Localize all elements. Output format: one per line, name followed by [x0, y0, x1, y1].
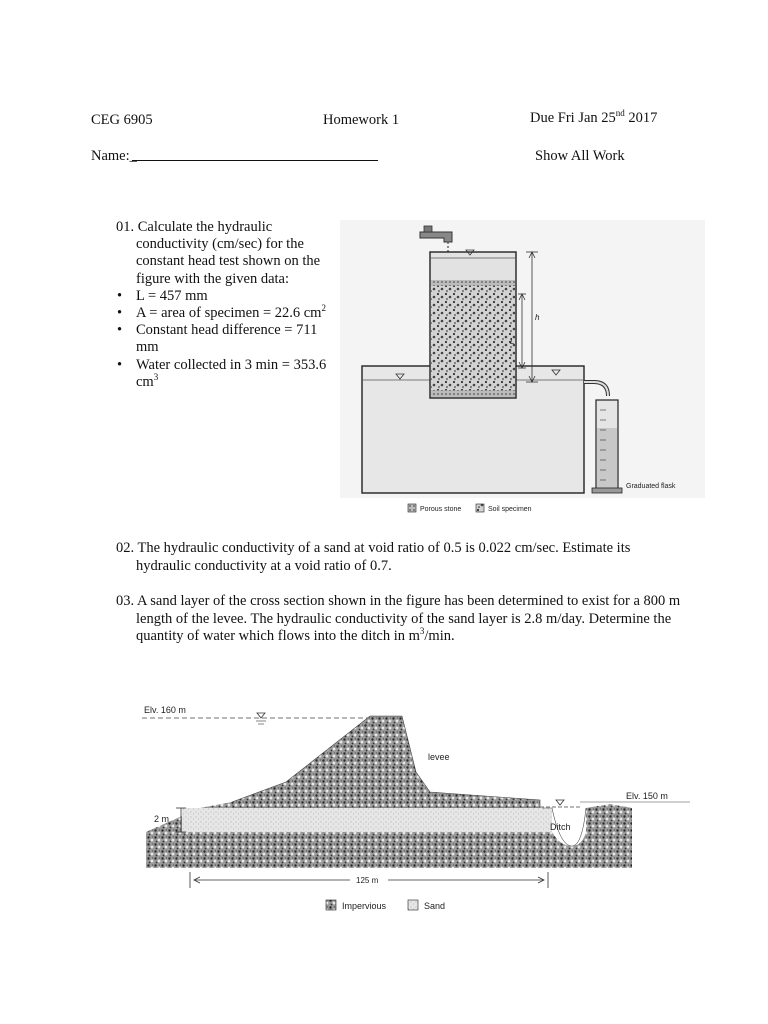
show-work-note: Show All Work	[535, 148, 625, 164]
dimension-label-h: h	[535, 313, 540, 322]
due-date-suffix: nd	[615, 108, 625, 119]
legend-sand: Sand	[424, 901, 446, 911]
ditch-label: Ditch	[550, 822, 571, 832]
length-label: 125 m	[356, 876, 379, 885]
due-date-year: 2017	[624, 110, 658, 126]
graduated-flask-label: Graduated flask	[626, 483, 676, 490]
name-underline	[132, 160, 378, 161]
question-1-data-list	[116, 288, 338, 391]
constant-head-test-figure	[340, 220, 710, 520]
course-code: CEG 6905	[91, 112, 153, 128]
question-3-unit: /min.	[424, 628, 455, 644]
soil-specimen-swatch	[476, 504, 484, 512]
due-date	[530, 110, 657, 127]
question-3-text	[116, 593, 696, 646]
superscript: 3	[419, 626, 425, 637]
list-item	[116, 305, 338, 322]
porous-stone-swatch	[408, 504, 416, 512]
homework-title: Homework 1	[323, 112, 400, 128]
list-item: • L = 457 mm	[116, 288, 338, 305]
legend-porous-stone: Porous stone	[420, 506, 462, 513]
superscript: 3	[153, 372, 159, 382]
legend-soil-specimen: Soil specimen	[488, 506, 532, 513]
impervious-swatch	[326, 900, 336, 910]
elevation-label-right: Elv. 150 m	[626, 791, 668, 801]
legend-impervious: Impervious	[342, 901, 387, 911]
dimension-label-l: L	[510, 337, 515, 346]
layer-thickness-label: 2 m	[154, 814, 170, 824]
elevation-label-left: Elv. 160 m	[144, 705, 186, 715]
sand-swatch	[408, 900, 418, 910]
list-item-text: Water collected in 3 min = 353.6 cm	[136, 356, 327, 390]
list-item: • Constant head difference = 711 mm	[116, 322, 338, 356]
question-3-body: 03. A sand layer of the cross section shown in the figure has been determined to exist for a 800 m length of the levee. The hydraulic conductivity of the sand layer is 2.8 m/day. Determine the quantity of water which flows into the ditch in m	[116, 593, 681, 644]
due-date-text: Due Fri Jan 25	[530, 110, 616, 126]
list-item-text: A = area of specimen = 22.6 cm	[136, 305, 322, 322]
question-1	[116, 219, 338, 391]
levee-cross-section-figure	[140, 696, 695, 918]
superscript: 2	[321, 303, 326, 314]
question-2-text: 02. The hydraulic conductivity of a sand at void ratio of 0.5 is 0.022 cm/sec. Estimate its hydraulic conductivity at a void ratio of 0.7.	[116, 540, 631, 574]
name-label: Name:_	[91, 148, 137, 164]
list-item	[116, 357, 338, 391]
question-1-text: 01. Calculate the hydraulic conductivity (cm/sec) for the constant head test shown on the figure with the given data:	[116, 219, 321, 287]
levee-label: levee	[428, 752, 450, 762]
